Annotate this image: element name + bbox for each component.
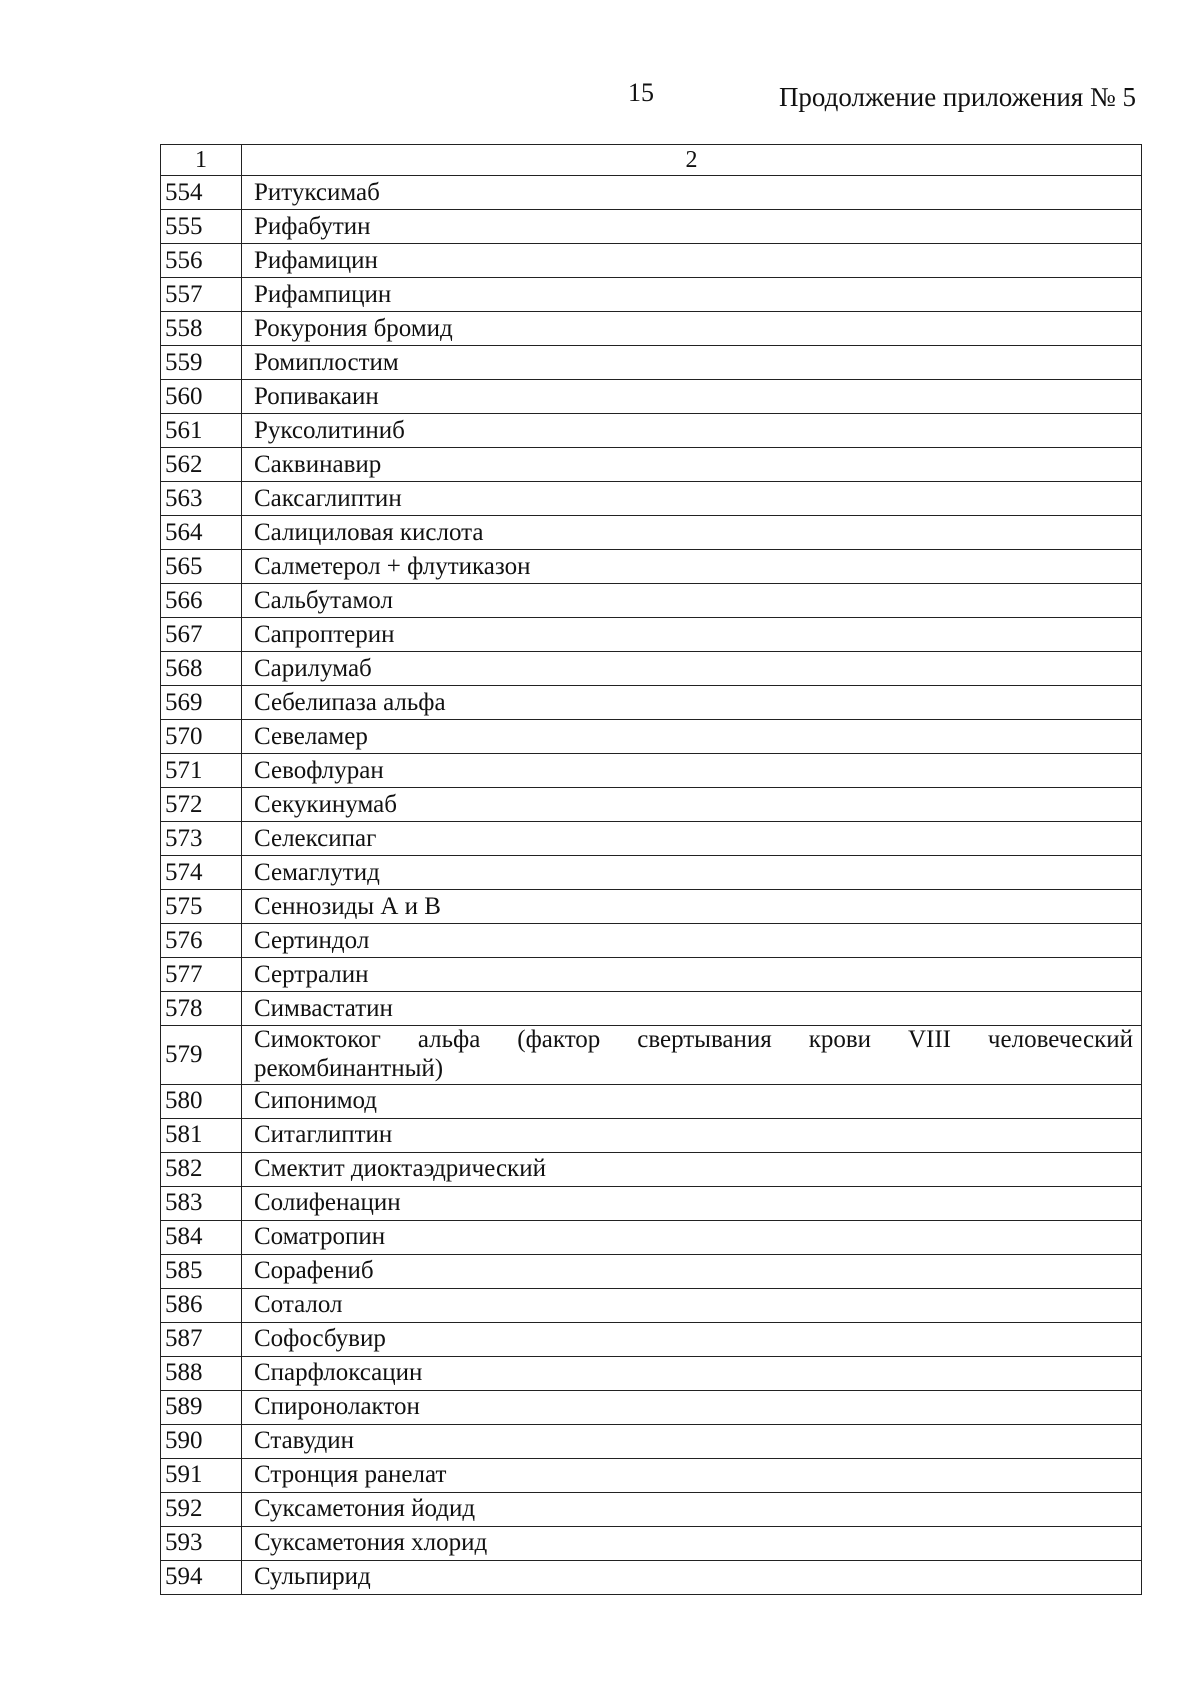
- column-header-number: 1: [161, 145, 242, 176]
- drug-name: Ставудин: [242, 1424, 1142, 1458]
- row-number: 555: [161, 210, 242, 244]
- drug-name: Сертиндол: [242, 924, 1142, 958]
- drug-name: Ритуксимаб: [242, 176, 1142, 210]
- drug-name: Секукинумаб: [242, 788, 1142, 822]
- row-number: 562: [161, 448, 242, 482]
- row-number: 572: [161, 788, 242, 822]
- table-row: [161, 686, 1142, 720]
- row-number: 573: [161, 822, 242, 856]
- row-number: 583: [161, 1186, 242, 1220]
- drug-name: Суксаметония хлорид: [242, 1526, 1142, 1560]
- table-row: [161, 822, 1142, 856]
- table-row: [161, 550, 1142, 584]
- row-number: 561: [161, 414, 242, 448]
- table-row: [161, 958, 1142, 992]
- table-row: [161, 380, 1142, 414]
- drug-name: Сорафениб: [242, 1254, 1142, 1288]
- drug-name: Ромиплостим: [242, 346, 1142, 380]
- drug-name: Спарфлоксацин: [242, 1356, 1142, 1390]
- row-number: 557: [161, 278, 242, 312]
- drug-name: Саксаглиптин: [242, 482, 1142, 516]
- row-number: 558: [161, 312, 242, 346]
- table-row: [161, 1186, 1142, 1220]
- drug-name: Смектит диоктаэдрический: [242, 1152, 1142, 1186]
- table-row: [161, 1356, 1142, 1390]
- row-number: 592: [161, 1492, 242, 1526]
- row-number: 593: [161, 1526, 242, 1560]
- table-body: [161, 176, 1142, 1595]
- row-number: 567: [161, 618, 242, 652]
- row-number: 556: [161, 244, 242, 278]
- drug-name: Руксолитиниб: [242, 414, 1142, 448]
- row-number: 571: [161, 754, 242, 788]
- drug-name: Семаглутид: [242, 856, 1142, 890]
- row-number: 569: [161, 686, 242, 720]
- row-number: 580: [161, 1084, 242, 1118]
- drug-name: Соматропин: [242, 1220, 1142, 1254]
- table-row: [161, 414, 1142, 448]
- table-row: [161, 856, 1142, 890]
- table-row: [161, 1560, 1142, 1594]
- table-row: [161, 278, 1142, 312]
- row-number: 594: [161, 1560, 242, 1594]
- drug-name: Рокурония бромид: [242, 312, 1142, 346]
- table-row: [161, 992, 1142, 1026]
- drug-name: Сеннозиды А и В: [242, 890, 1142, 924]
- row-number: 581: [161, 1118, 242, 1152]
- table-row: [161, 788, 1142, 822]
- drug-name: Салметерол + флутиказон: [242, 550, 1142, 584]
- drug-name: Сертралин: [242, 958, 1142, 992]
- appendix-heading: Продолжение приложения № 5: [778, 82, 1136, 112]
- table-row: [161, 754, 1142, 788]
- table-row: [161, 1118, 1142, 1152]
- row-number: 565: [161, 550, 242, 584]
- table-row: [161, 244, 1142, 278]
- drug-name: Саквинавир: [242, 448, 1142, 482]
- table-row: [161, 448, 1142, 482]
- table-row: [161, 516, 1142, 550]
- table-row: [161, 652, 1142, 686]
- drug-name: Стронция ранелат: [242, 1458, 1142, 1492]
- drug-name: Сапроптерин: [242, 618, 1142, 652]
- row-number: 563: [161, 482, 242, 516]
- drug-name: Рифамицин: [242, 244, 1142, 278]
- row-number: 591: [161, 1458, 242, 1492]
- column-header-name: 2: [242, 145, 1142, 176]
- table-row: [161, 1152, 1142, 1186]
- drug-name: Ситаглиптин: [242, 1118, 1142, 1152]
- table-row: [161, 482, 1142, 516]
- drug-name: Салициловая кислота: [242, 516, 1142, 550]
- drug-name: Рифабутин: [242, 210, 1142, 244]
- table-row: [161, 1458, 1142, 1492]
- drug-name: Сульпирид: [242, 1560, 1142, 1594]
- page-number: 15: [628, 78, 654, 107]
- table-row: [161, 346, 1142, 380]
- row-number: 582: [161, 1152, 242, 1186]
- table-row: [161, 210, 1142, 244]
- table-row: [161, 1390, 1142, 1424]
- drug-name: Симвастатин: [242, 992, 1142, 1026]
- table-row: [161, 1492, 1142, 1526]
- table-header-row: [161, 145, 1142, 176]
- row-number: 575: [161, 890, 242, 924]
- table-row: [161, 312, 1142, 346]
- row-number: 590: [161, 1424, 242, 1458]
- row-number: 579: [161, 1026, 242, 1085]
- table-row: [161, 1322, 1142, 1356]
- row-number: 576: [161, 924, 242, 958]
- drug-name: Себелипаза альфа: [242, 686, 1142, 720]
- table-row: [161, 720, 1142, 754]
- row-number: 564: [161, 516, 242, 550]
- table-row: [161, 1084, 1142, 1118]
- drug-name: Сарилумаб: [242, 652, 1142, 686]
- row-number: 578: [161, 992, 242, 1026]
- table-row: [161, 176, 1142, 210]
- row-number: 554: [161, 176, 242, 210]
- table-row: [161, 890, 1142, 924]
- drug-name: Севеламер: [242, 720, 1142, 754]
- table-row: [161, 1026, 1142, 1085]
- drug-name: Соталол: [242, 1288, 1142, 1322]
- drug-name: Софосбувир: [242, 1322, 1142, 1356]
- drug-name: Севофлуран: [242, 754, 1142, 788]
- table-row: [161, 1526, 1142, 1560]
- table-row: [161, 924, 1142, 958]
- row-number: 560: [161, 380, 242, 414]
- table-row: [161, 1424, 1142, 1458]
- table-row: [161, 618, 1142, 652]
- row-number: 559: [161, 346, 242, 380]
- table-row: [161, 1288, 1142, 1322]
- row-number: 568: [161, 652, 242, 686]
- row-number: 566: [161, 584, 242, 618]
- drug-name: Селексипаг: [242, 822, 1142, 856]
- row-number: 586: [161, 1288, 242, 1322]
- row-number: 585: [161, 1254, 242, 1288]
- row-number: 570: [161, 720, 242, 754]
- drug-name: Сальбутамол: [242, 584, 1142, 618]
- drug-name: Сипонимод: [242, 1084, 1142, 1118]
- table-row: [161, 1220, 1142, 1254]
- drug-name: Солифенацин: [242, 1186, 1142, 1220]
- row-number: 589: [161, 1390, 242, 1424]
- row-number: 588: [161, 1356, 242, 1390]
- row-number: 587: [161, 1322, 242, 1356]
- table-row: [161, 1254, 1142, 1288]
- drug-name: Суксаметония йодид: [242, 1492, 1142, 1526]
- row-number: 577: [161, 958, 242, 992]
- row-number: 584: [161, 1220, 242, 1254]
- drug-name: Симоктоког альфа (фактор свертывания крови VIII человеческий рекомбинантный): [242, 1026, 1142, 1085]
- drug-list-table: [160, 144, 1142, 1595]
- drug-name: Рифампицин: [242, 278, 1142, 312]
- drug-name: Спиронолактон: [242, 1390, 1142, 1424]
- drug-name: Ропивакаин: [242, 380, 1142, 414]
- table-row: [161, 584, 1142, 618]
- row-number: 574: [161, 856, 242, 890]
